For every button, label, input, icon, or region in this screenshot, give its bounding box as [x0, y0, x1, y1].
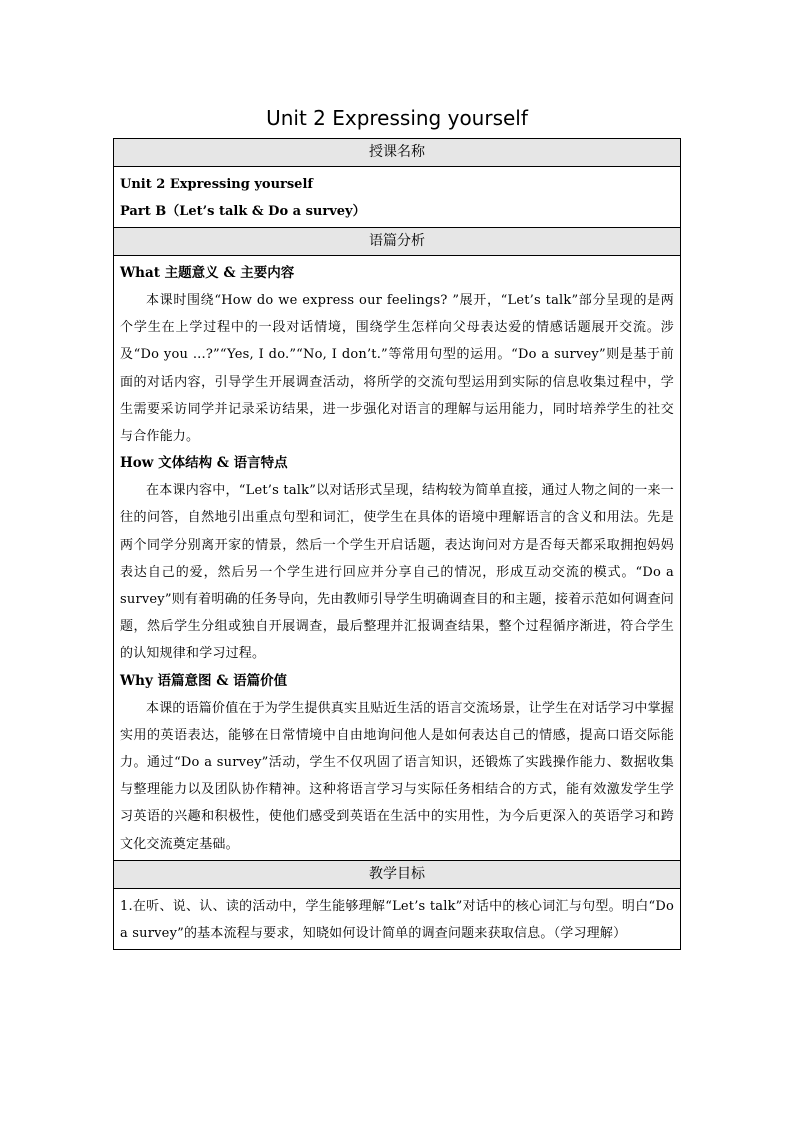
analysis-header: 语篇分析	[114, 228, 681, 256]
course-name-row	[114, 167, 681, 228]
goals-row	[114, 888, 681, 949]
lesson-plan-table	[113, 138, 681, 950]
why-heading: Why 语篇意图 & 语篇价值	[120, 672, 288, 689]
goals-cell	[114, 888, 681, 949]
course-name-cell	[114, 167, 681, 228]
analysis-row	[114, 256, 681, 861]
how-heading: How 文体结构 & 语言特点	[120, 455, 288, 472]
page-title: Unit 2 Expressing yourself	[266, 106, 528, 130]
course-unit-line: Unit 2 Expressing yourself	[120, 177, 313, 192]
course-name-header-row	[114, 139, 681, 167]
why-paragraph: 本课的语篇价值在于为学生提供真实且贴近生活的语言交流场景，让学生在对话学习中掌握实用的英语表达，能够在日常情境中自由地询问他人是如何表达自己的情感，提高口语交际能力。通过“Do a survey”活动，学生不仅巩固了语言知识，还锻炼了实践操作能力、数据收集与整理能力以及团队协作精神。这种将语言学习与实际任务相结合的方式，能有效激发学生学习英语的兴趣和积极性，使他们感受到英语在生活中的实用性，为今后更深入的英语学习和跨文化交流奠定基础。	[120, 700, 675, 852]
goals-header: 教学目标	[114, 860, 681, 888]
course-name-header: 授课名称	[114, 139, 681, 167]
what-paragraph: 本课时围绕“How do we express our feelings? ”展开，“Let’s talk”部分呈现的是两个学生在上学过程中的一段对话情境，围绕学生怎样向父母表达爱的情感话题展开交流。涉及“Do you ...?”“Yes, I do.”“No, I don’t.”等常用句型的运用。“Do a survey”则是基于前面的对话内容，引导学生开展调查活动，将所学的交流句型运用到实际的信息收集过程中，学生需要采访同学并记录采访结果，进一步强化对语言的理解与运用能力，同时培养学生的社交与合作能力。	[120, 293, 674, 445]
course-part-line: Part B（Let’s talk & Do a survey）	[120, 204, 366, 219]
analysis-cell	[114, 256, 681, 861]
what-heading: What 主题意义 & 主要内容	[120, 265, 295, 281]
goals-header-row	[114, 860, 681, 888]
analysis-header-row	[114, 228, 681, 256]
how-paragraph: 在本课内容中，“Let’s talk”以对话形式呈现，结构较为简单直接，通过人物之间的一来一往的问答，自然地引出重点句型和词汇，使学生在具体的语境中理解语言的含义和用法。先是两个同学分别离开家的情景，然后一个学生开启话题，表达询问对方是否每天都采取拥抱妈妈表达自己的爱，然后另一个学生进行回应并分享自己的情况，形成互动交流的模式。“Do a survey”则有着明确的任务导向，先由教师引导学生明确调查目的和主题，接着示范如何调查问题，然后学生分组或独自开展调查，最后整理并汇报调查结果，整个过程循序渐进，符合学生的认知规律和学习过程。	[120, 483, 674, 662]
goal-item-1: 1.在听、说、认、读的活动中，学生能够理解“Let’s talk”对话中的核心词汇与句型。明白“Do a survey”的基本流程与要求，知晓如何设计简单的调查问题来获取信息。（学习理解）	[120, 898, 674, 942]
